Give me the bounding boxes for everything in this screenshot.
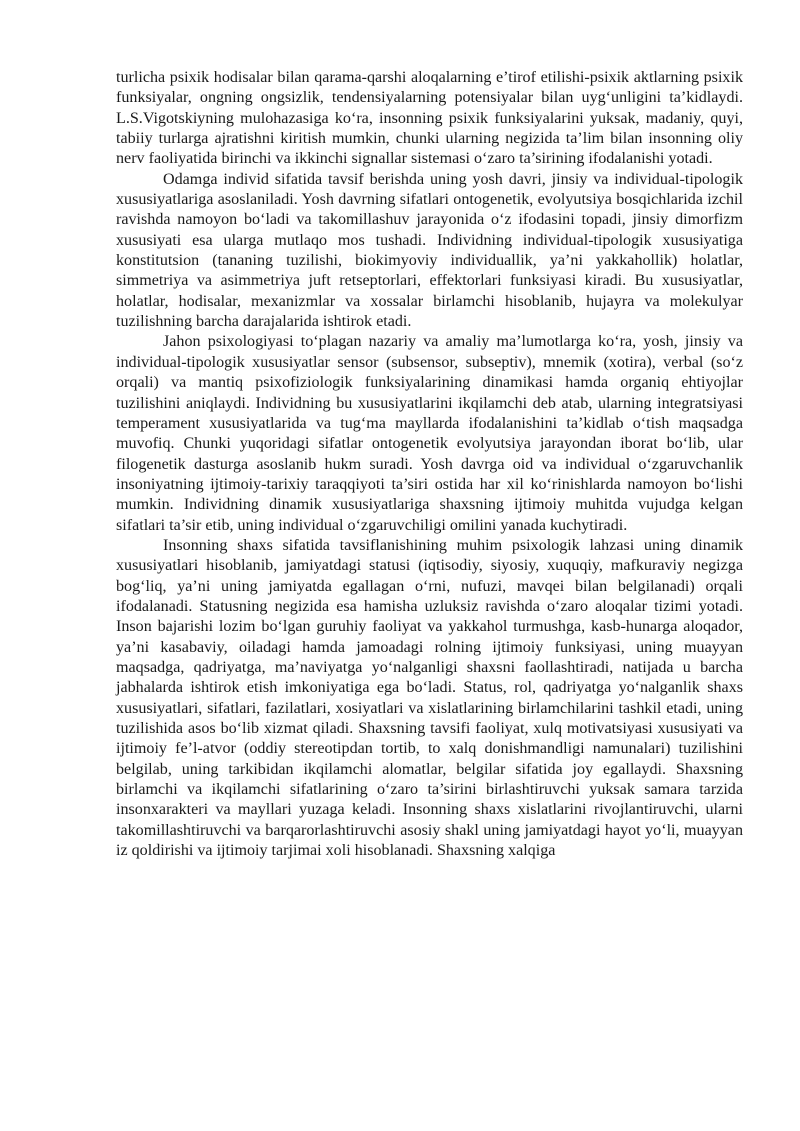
document-page: [116, 68, 743, 861]
paragraph-3: Jahon psixologiyasi to‘plagan nazariy va amaliy ma’lumotlarga ko‘ra, yosh, jinsiy va individual-tipologik xususiyatlar sensor (subsensor, subseptiv), mnemik (xotira), verbal (so‘z orqali) va mantiq psixofiziologik funksiyalarining dinamikasi hamda organiq ehtiyojlar tuzilishini aniqlaydi. Individning bu xususiyatlarini ikqilamchi deb atab, ularning integratsiyasi temperament xususiyatlarida va tug‘ma mayllarda ifodalanishini ta’kidlab o‘tish maqsadga muvofiq. Chunki yuqoridagi sifatlar ontogenetik evolyutsiya jarayondan iborat bo‘lib, ular filogenetik dasturga asoslanib hukm suradi. Yosh davrga oid va individual o‘zgaruvchanlik insoniyatning ijtimoiy-tarixiy taraqqiyoti ta’siri ostida har xil ko‘rinishlarda namoyon bo‘lishi mumkin. Individning dinamik xususiyatlariga shaxsning ijtimoiy muhitda vujudga kelgan sifatlari ta’sir etib, uning individual o‘zgaruvchiligi omilini yanada kuchytiradi.: [116, 333, 743, 534]
paragraph-1: turlicha psixik hodisalar bilan qarama-qarshi aloqalarning e’tirof etilishi-psixik aktlarning psixik funksiyalar, ongning ongsizlik, tendensiyalarning potensiyalar bilan uyg‘unligini ta’kidlaydi. L.S.Vigotskiyning mulohazasiga ko‘ra, insonning psixik funksiyalarini yuksak, madaniy, quyi, tabiiy turlarga ajratishni kiritish mumkin, chunki ularning negizida ta’lim bilan insonning oliy nerv faoliyatida birinchi va ikkinchi signallar sistemasi o‘zaro ta’sirining ifodalanishi yotadi.: [116, 69, 743, 168]
paragraph-2: Odamga individ sifatida tavsif berishda uning yosh davri, jinsiy va individual-tipologik xususiyatlariga asoslaniladi. Yosh davrning sifatlari ontogenetik, evolyutsiya bosqichlarida izchil ravishda namoyon bo‘ladi va takomillashuv jarayonida o‘z ifodasini topadi, jinsiy dimorfizm xususiyati esa ularga mutlaqo mos tushadi. Individning individual-tipologik xususiyatiga konstitutsion (tananing tuzilishi, biokimyoviy individuallik, ya’ni yakkahollik) holatlar, simmetriya va asimmetriya juft retseptorlari, effektorlari funksiyasi kiradi. Bu xususiyatlar, holatlar, hodisalar, mexanizmlar va xossalar birlamchi hisoblanib, hujayra va molekulyar tuzilishning barcha darajalarida ishtirok etadi.: [116, 170, 743, 331]
paragraph-4: Insonning shaxs sifatida tavsiflanishining muhim psixologik lahzasi uning dinamik xususiyatlari hisoblanib, jamiyatdagi statusi (iqtisodiy, siyosiy, xuquqiy, mafkuraviy negizga bog‘liq, ya’ni uning jamiyatda egallagan o‘rni, nufuzi, mavqei bilan belgilanadi) orqali ifodalanadi. Statusning negizida esa hamisha uzluksiz ravishda o‘zaro aloqalar tizimi yotadi. Inson bajarishi lozim bo‘lgan guruhiy faoliyat va yakkahol turmushga, kasb-hunarga aloqador, ya’ni kasabaviy, oiladagi hamda jamoadagi rolning ijtimoiy funksiyasi, uning muayyan maqsadga, qadriyatga, ma’naviyatga yo‘nalganligi shaxsni faollashtiradi, natijada u barcha jabhalarda ishtirok etish imkoniyatiga ega bo‘ladi. Status, rol, qadriyatga yo‘nalganlik shaxs xususiyatlari, sifatlari, fazilatlari, xosiyatlari va xislatlarining birlamchilarini tashkil etadi, uning tuzilishida asos bo‘lib xizmat qiladi. Shaxsning tavsifi faoliyat, xulq motivatsiyasi xususiyati va ijtimoiy fe’l-atvor (oddiy stereotipdan tortib, to xalq donishmandligi namunalari) tuzilishini belgilab, uning tarkibidan ikqilamchi alomatlar, belgilar sifatida joy egallaydi. Shaxsning birlamchi va ikqilamchi sifatlarining o‘zaro ta’sirini birlashtiruvchi yuksak samara tarzida insonxarakteri va mayllari yuzaga keladi. Insonning shaxs xislatlarini rivojlantiruvchi, ularni takomillashtiruvchi va barqarorlashtiruvchi asosiy shakl uning jamiyatdagi hayot yo‘li, muayyan iz qoldirishi va ijtimoiy tarjimai xoli hisoblanadi. Shaxsning xalqiga: [116, 536, 743, 860]
